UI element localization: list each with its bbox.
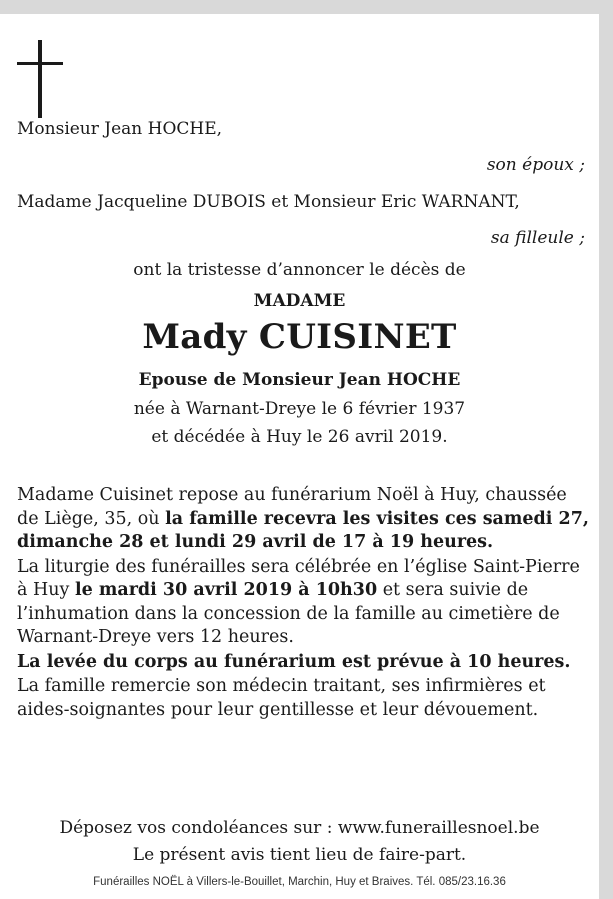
family-role-husband: son époux ;: [486, 155, 585, 175]
family-line-husband: Monsieur Jean HOCHE,: [17, 119, 223, 139]
funeral-paragraph: La liturgie des funérailles sera célébrée en l’église Saint-Pierre à Huy le mardi 30 avril 2019 à 10h30 et sera suivie de l’inhumation dans la concession de la famille au cimetière de Warnant-Dreye vers 12 heures.: [17, 556, 580, 647]
notice-line: Le présent avis tient lieu de faire-part.: [132, 845, 467, 865]
family-role-goddaughter: sa filleule ;: [490, 228, 585, 248]
spouse-line: Epouse de Monsieur Jean HOCHE: [138, 370, 461, 390]
thanks-paragraph: La famille remercie son médecin traitant, ses infirmières et aides-soignantes pour leur gentillesse et leur dévouement.: [17, 676, 546, 720]
notice-body: [17, 484, 589, 722]
birth-line: née à Warnant-Dreye le 6 février 1937: [133, 399, 466, 419]
funeral-home-footer: Funérailles NOËL à Villers-le-Bouillet, Marchin, Huy et Braives. Tél. 085/23.16.36: [93, 876, 506, 888]
viewing-paragraph: Madame Cuisinet repose au funérarium Noël à Huy, chaussée de Liège, 35, où la famille recevra les visites ces samedi 27, dimanche 28 et lundi 29 avril de 17 à 19 heures.: [17, 485, 589, 552]
funeral-date: le mardi 30 avril 2019 à 10h30: [74, 580, 378, 600]
condolences-line: Déposez vos condoléances sur : www.funeraillesnoel.be: [59, 818, 540, 838]
departure-paragraph: La levée du corps au funérarium est prévue à 10 heures.: [17, 651, 571, 672]
obituary-card: [0, 14, 599, 899]
deceased-name: Mady CUISINET: [142, 317, 457, 357]
family-line-goddaughter: Madame Jacqueline DUBOIS et Monsieur Eric WARNANT,: [17, 192, 520, 212]
death-line: et décédée à Huy le 26 avril 2019.: [151, 427, 448, 447]
viewing-details: la famille recevra les visites ces samedi 27, dimanche 28 et lundi 29 avril de 17 à 19 heures.: [17, 508, 589, 552]
announcement: ont la tristesse d’annoncer le décès de: [133, 260, 466, 280]
deceased-title: MADAME: [253, 291, 346, 311]
